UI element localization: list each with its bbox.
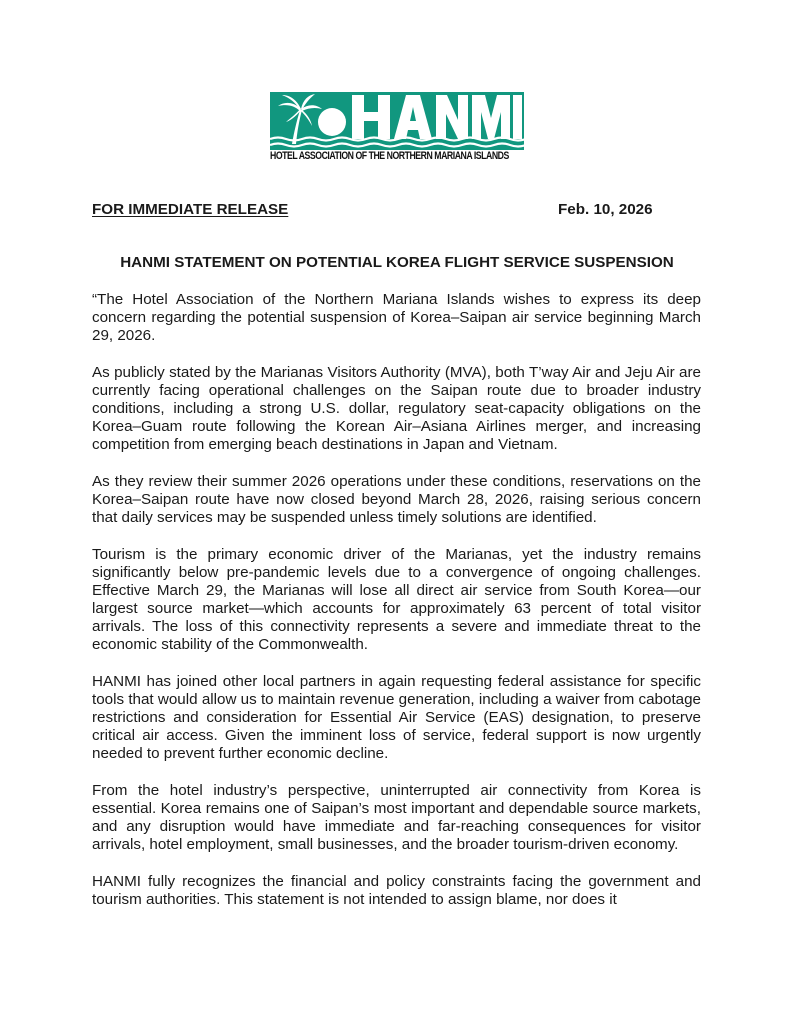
release-label: FOR IMMEDIATE RELEASE xyxy=(92,201,289,218)
paragraph: “The Hotel Association of the Northern Mariana Islands wishes to express its deep concern regarding the potential suspension of Korea–Saipan air service beginning March 29, 2026. xyxy=(92,291,701,345)
logo-subtitle: HOTEL ASSOCIATION OF THE NORTHERN MARIANA ISLANDS xyxy=(270,150,509,162)
paragraph: As publicly stated by the Marianas Visitors Authority (MVA), both T’way Air and Jeju Air are currently facing operational challenges on the Saipan route due to broader industry conditions, including a strong U.S. dollar, regulatory seat-capacity obligations on the Korea–Guam route following the Korean Air–Asiana Airlines merger, and increasing competition from emerging beach destinations in Japan and Vietnam. xyxy=(92,363,701,454)
headline: HANMI STATEMENT ON POTENTIAL KOREA FLIGHT SERVICE SUSPENSION xyxy=(120,254,674,271)
paragraph: HANMI has joined other local partners in again requesting federal assistance for specific tools that would allow us to maintain revenue generation, including a waiver from cabotage restrictions and consideration for Essential Air Service (EAS) designation, to preserve critical air access. Given the imminent loss of service, federal support is now urgently needed to prevent further economic decline. xyxy=(92,672,701,763)
release-date: Feb. 10, 2026 xyxy=(558,201,653,218)
paragraph: As they review their summer 2026 operations under these conditions, reservations on the Korea–Saipan route have now closed beyond March 28, 2026, raising serious concern that daily services may be suspended unless timely solutions are identified. xyxy=(92,472,701,527)
paragraph: Tourism is the primary economic driver of the Marianas, yet the industry remains significantly below pre-pandemic levels due to a convergence of ongoing challenges. Effective March 29, the Marianas will lose all direct air service from South Korea—our largest source market—which accounts for approximately 63 percent of total visitor arrivals. The loss of this connectivity represents a severe and immediate threat to the economic stability of the Commonwealth. xyxy=(92,545,701,654)
sun-icon xyxy=(318,108,346,136)
paragraph: From the hotel industry’s perspective, uninterrupted air connectivity from Korea is essential. Korea remains one of Saipan’s most important and dependable source markets, and any disruption would have immediate and far-reaching consequences for visitor arrivals, hotel employment, small businesses, and the broader tourism-driven economy. xyxy=(92,782,701,854)
paragraph: HANMI fully recognizes the financial and policy constraints facing the government and tourism authorities. This statement is not intended to assign blame, nor does it xyxy=(92,873,701,909)
release-header xyxy=(92,201,702,221)
statement-body xyxy=(92,291,701,928)
